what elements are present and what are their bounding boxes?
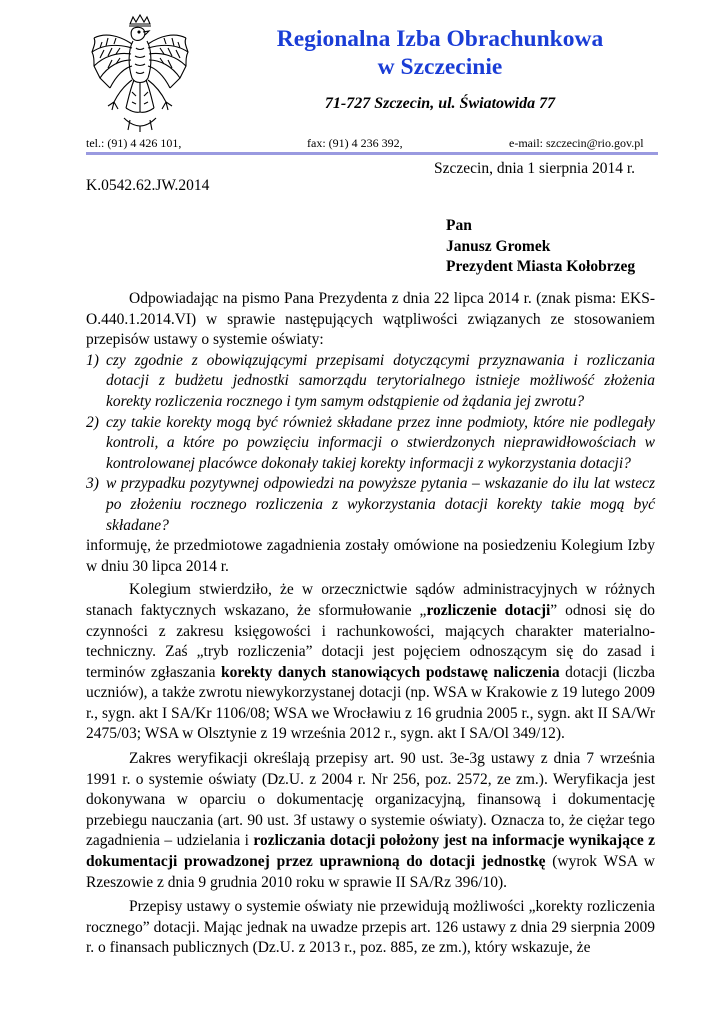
bold-text-run: rozliczania dotacji położony jest na informacje wynikające z dokumentacji prowadzonej przez uprawnioną do dotacji jednostkę [86, 832, 655, 871]
text-run: Zakres weryfikacji określają przepisy art. 90 ust. 3e-3g ustawy z dnia 7 września 1991 r. o systemie oświaty (Dz.U. z 2004 r. Nr 256, poz. 2572, ze zm.). Weryfikacja jest dokonywana w oparciu o dokumentację organizacyjną, finansową i dokumentację przebiegu nauczania (art. 90 ust. 3f ustawy o systemie oświaty). Oznacza to, że ciężar tego zagadnienia – udzielania i [86, 750, 655, 850]
question-text: w przypadku pozytywnej odpowiedzi na powyższe pytania – wskazanie do ilu lat wstecz po złożeniu rocznego rozliczenia z wykorzystania dotacji korekty takie mogą być składane? [106, 475, 655, 534]
text-run: (wyrok WSA w Rzeszowie z dnia 9 grudnia 2010 roku w sprawie II SA/Rz 396/10). [86, 853, 655, 891]
question-item [86, 351, 655, 413]
question-item [86, 474, 655, 536]
letter-date: Szczecin, dnia 1 sierpnia 2014 r. [434, 160, 636, 177]
text-run: dotacji (liczba uczniów), a także zwrotu niewykorzystanej dotacji (np. WSA w Krakowie z 19 lutego 2009 r., sygn. akt I SA/Kr 1106/08; WSA we Wrocławiu z 16 grudnia 2005 r., sygn. akt II SA/Wr 2475/03; WSA w Olsztynie z 19 września 2012 r., sygn. akt I SA/Ol 349/12). [86, 663, 656, 743]
recipient-block [446, 216, 635, 278]
bold-text-run: rozliczenie dotacji [426, 601, 551, 619]
institution-address: 71-727 Szczecin, ul. Światowida 77 [324, 95, 556, 112]
question-text: czy zgodnie z obowiązującymi przepisami dotyczącymi przyznawania i rozliczania dotacji z budżetu jednostki samorządu terytorialnego istnieje możliwość złożenia korekty rozliczenia rocznego i tym samym odstąpienie od żądania jej zwrotu? [106, 351, 655, 410]
verification-paragraph [86, 749, 655, 893]
letter-body [86, 289, 655, 959]
question-text: czy takie korekty mogą być również składane przez inne podmioty, które nie podlegały kontroli, a które po powzięciu informacji o stwierdzonych nieprawidłowościach w kontrolowanej placówce dokonały takiej korekty informacji z wykorzystania dotacji? [106, 413, 655, 472]
header-divider [86, 152, 658, 155]
question-number: 3) [86, 475, 99, 493]
intro-paragraph: Odpowiadając na pismo Pana Prezydenta z dnia 22 lipca 2014 r. (znak pisma: EKS-O.440.1.2014.VI) w sprawie następujących wątpliwości związanych ze stosowaniem przepisów ustawy o systemie oświaty: [86, 290, 655, 349]
case-signature: K.0542.62.JW.2014 [86, 177, 210, 194]
recipient-salutation: Pan [446, 217, 472, 234]
eagle-emblem-icon [86, 14, 194, 134]
question-number: 1) [86, 351, 99, 369]
contact-phone: tel.: (91) 4 426 101, [86, 136, 182, 150]
contact-email: e-mail: szczecin@rio.gov.pl [509, 136, 644, 150]
text-run: Kolegium stwierdziło, że w orzecznictwie sądów administracyjnych w różnych stanach faktycznych wskazano, że sformułowanie „ [86, 581, 655, 619]
institution-city: w Szczecinie [377, 54, 503, 80]
institution-name: Regionalna Izba Obrachunkowa [276, 26, 604, 52]
answer-paragraph: informuję, że przedmiotowe zagadnienia zostały omówione na posiedzeniu Kolegium Izby w dniu 30 lipca 2014 r. [86, 537, 655, 575]
recipient-name: Janusz Gromek [446, 237, 551, 255]
bold-text-run: korekty danych stanowiących podstawę naliczenia [220, 663, 560, 681]
regulations-paragraph: Przepisy ustawy o systemie oświaty nie przewidują możliwości „korekty rozliczenia rocznego” dotacji. Mając jednak na uwadze przepis art. 126 ustawy z dnia 29 sierpnia 2009 r. o finansach publicznych (Dz.U. z 2013 r., poz. 885, ze zm.), który wskazuje, że [86, 898, 655, 957]
question-item [86, 413, 655, 475]
collegium-paragraph [86, 580, 655, 745]
text-run: ” odnosi się do czynności z zakresu księgowości i rachunkowości, mających charakter materialno-techniczny. Zaś „tryb rozliczenia” dotacji jest pojęciem odnoszącym się do zasad i terminów zgłaszania [86, 601, 656, 681]
question-list [86, 351, 655, 536]
recipient-title: Prezydent Miasta Kołobrzeg [446, 258, 636, 275]
contact-fax: fax: (91) 4 236 392, [307, 136, 403, 150]
question-number: 2) [86, 413, 99, 431]
